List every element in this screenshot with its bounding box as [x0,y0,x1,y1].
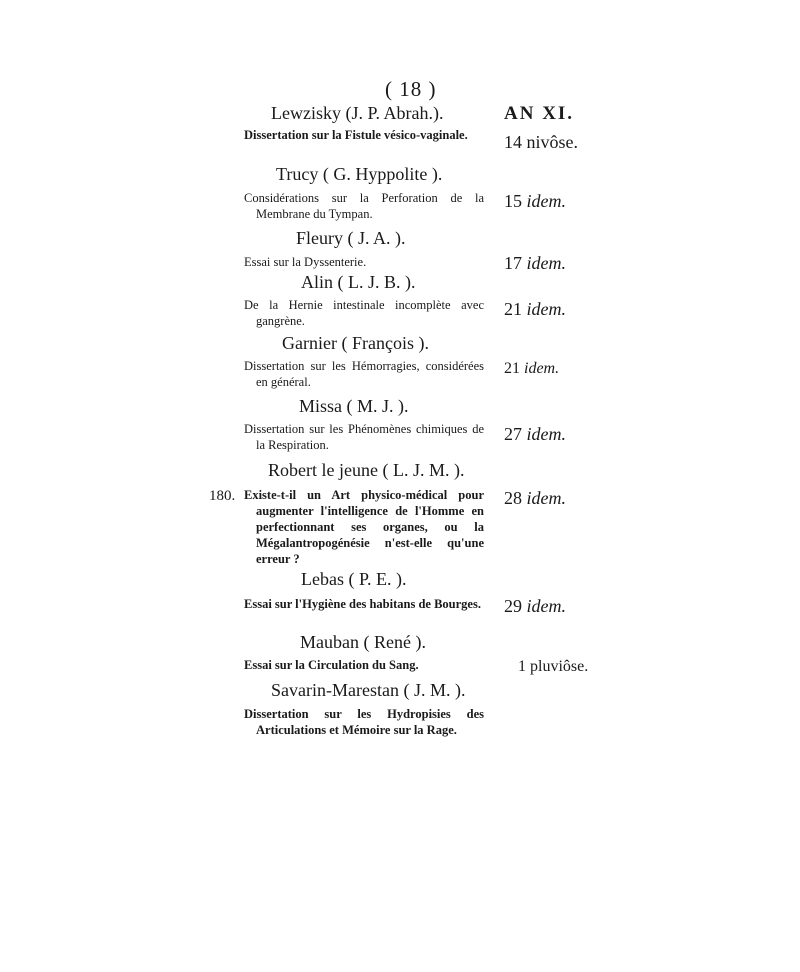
date-word: idem. [524,360,560,377]
entry-title: Dissertation sur la Fistule vésico-vaginale. [244,128,468,142]
entry-date [504,360,559,378]
entry-title: Essai sur l'Hygiène des habitans de Bourges. [244,597,481,611]
date-number: 21 [504,360,520,377]
entry-author: Mauban ( René ). [300,632,426,652]
entry-date [504,132,578,153]
entry-title: Considérations sur la Perforation de la Membrane du Tympan. [244,191,484,221]
date-number: 29 [504,596,522,616]
date-word: pluviôse. [530,658,589,675]
entry-author: Lebas ( P. E. ). [301,569,407,589]
entry-date [504,299,566,320]
date-number: 21 [504,299,522,319]
margin-number: 180. [209,488,236,504]
year-heading: AN XI. [504,103,575,124]
entry-date [504,191,566,212]
entry-author: Trucy ( G. Hyppolite ). [276,164,443,184]
entry-date [504,253,566,274]
entry-date [504,424,566,445]
date-number: 28 [504,488,522,508]
entry-author: Missa ( M. J. ). [299,396,409,416]
date-word: idem. [526,253,566,273]
entry-date [504,596,566,617]
entry-author: Alin ( L. J. B. ). [301,272,416,292]
entry-title: Existe-t-il un Art physico-médical pour augmenter l'intelligence de l'Homme en perfectionnant ses organes, ou la Mégalantropogénésie n'est-elle qu'une erreur ? [244,488,484,566]
entry-date [504,488,566,509]
date-word: idem. [526,596,566,616]
entry-author: Garnier ( François ). [282,333,429,353]
date-number: 15 [504,191,522,211]
entry-author: Lewzisky (J. P. Abrah.). [271,103,444,123]
date-word: idem. [526,299,566,319]
date-number: 17 [504,253,522,273]
entry-author: Robert le jeune ( L. J. M. ). [268,460,465,480]
date-number: 14 [504,132,522,152]
date-number: 27 [504,424,522,444]
entry-title: De la Hernie intestinale incomplète avec gangrène. [244,298,484,328]
entry-title: Essai sur la Circulation du Sang. [244,658,419,672]
date-word: idem. [526,424,566,444]
date-word: idem. [526,488,566,508]
date-word: nivôse. [526,132,578,152]
entry-title: Dissertation sur les Hydropisies des Articulations et Mémoire sur la Rage. [244,707,484,737]
entry-author: Savarin-Marestan ( J. M. ). [271,680,466,700]
page-number: ( 18 ) [385,77,437,101]
date-word: idem. [526,191,566,211]
entry-title: Essai sur la Dyssenterie. [244,255,367,269]
entry-author: Fleury ( J. A. ). [296,228,406,248]
entry-title: Dissertation sur les Hémorragies, considérées en général. [244,359,484,389]
entry-date [518,658,588,676]
entry-title: Dissertation sur les Phénomènes chimiques de la Respiration. [244,422,484,452]
date-number: 1 [518,658,526,675]
